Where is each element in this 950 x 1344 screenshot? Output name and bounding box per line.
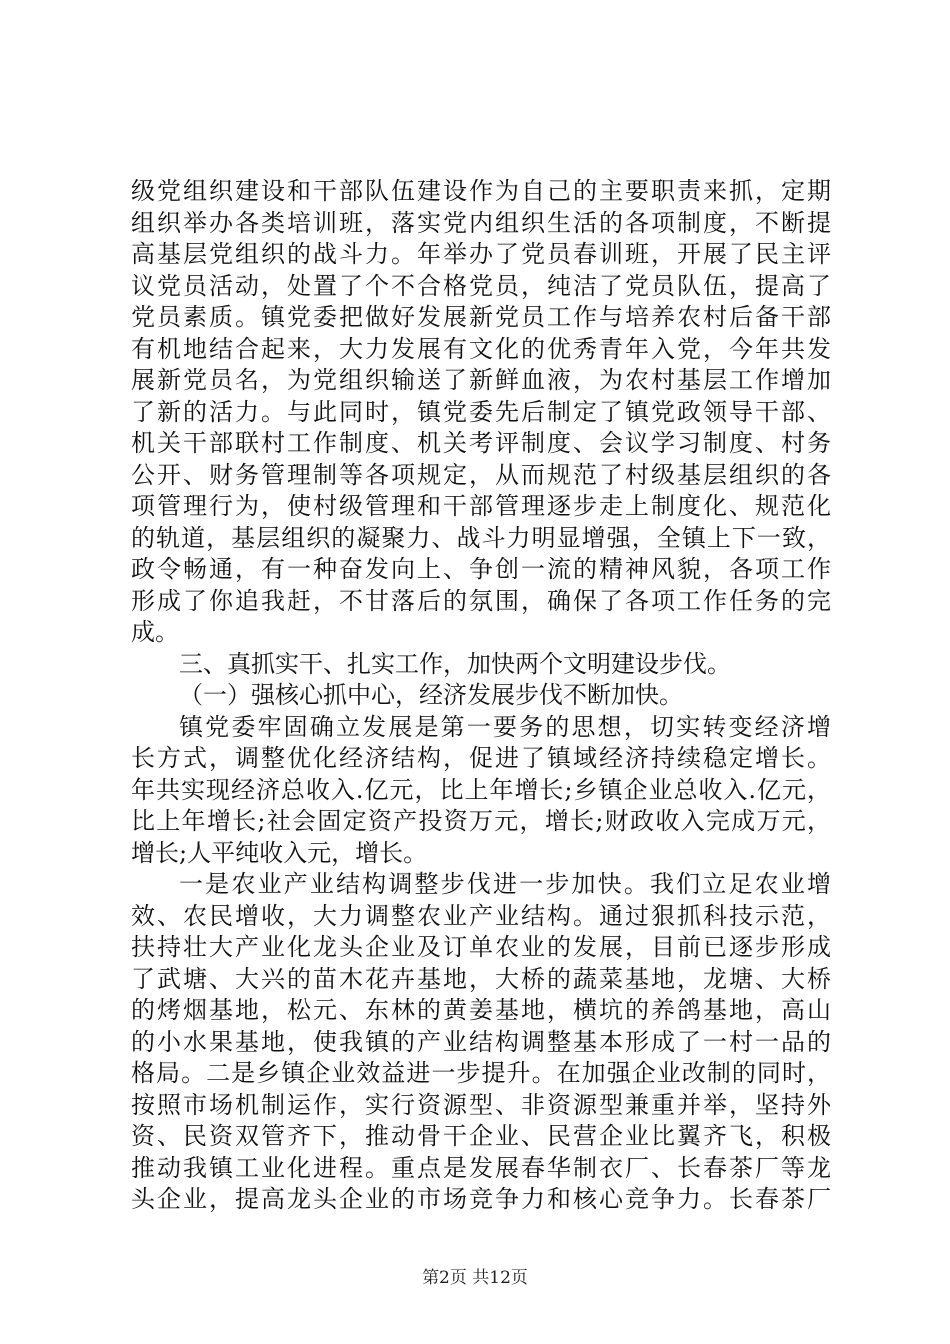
text-line: 推动我镇工业化进程。重点是发展春华制衣厂、长春茶厂等龙 bbox=[131, 1153, 831, 1182]
text-line: 的小水果基地，使我镇的产业结构调整基本形成了一村一品的 bbox=[131, 1027, 831, 1056]
text-line: 有机地结合起来，大力发展有文化的优秀青年入党，今年共发 bbox=[131, 334, 831, 363]
subsection-heading: （一）强核心抓中心，经济发展步伐不断加快。 bbox=[179, 681, 683, 709]
text-line: 了武塘、大兴的苗木花卉基地，大桥的蔬菜基地，龙塘、大桥 bbox=[131, 964, 831, 993]
text-line: 长方式，调整优化经济结构，促进了镇域经济持续稳定增长。 bbox=[131, 744, 831, 772]
text-line: 增长;人平纯收入元，增长。 bbox=[131, 838, 428, 867]
text-line: 比上年增长;社会固定资产投资万元，增长;财政收入完成万元， bbox=[131, 807, 831, 835]
text-line: 的烤烟基地，松元、东林的黄姜基地，横坑的养鸽基地，高山 bbox=[131, 996, 831, 1024]
text-line: 镇党委牢固确立发展是第一要务的思想，切实转变经济增 bbox=[179, 712, 831, 741]
text-line: 头企业，提高龙头企业的市场竞争力和核心竞争力。长春茶厂 bbox=[131, 1185, 831, 1213]
text-line: 一是农业产业结构调整步伐进一步加快。我们立足农业增 bbox=[179, 870, 831, 898]
text-line: 组织举办各类培训班，落实党内组织生活的各项制度，不断提 bbox=[131, 208, 831, 237]
text-line: 效、农民增收，大力调整农业产业结构。通过狠抓科技示范， bbox=[131, 901, 831, 930]
text-line: 形成了你追我赶，不甘落后的氛围，确保了各项工作任务的完 bbox=[131, 586, 831, 615]
text-line: 资、民资双管齐下，推动骨干企业、民营企业比翼齐飞，积极 bbox=[131, 1122, 831, 1150]
text-line: 按照市场机制运作，实行资源型、非资源型兼重并举，坚持外 bbox=[131, 1090, 831, 1119]
body-text bbox=[131, 176, 831, 1216]
text-line: 公开、财务管理制等各项规定，从而规范了村级基层组织的各 bbox=[131, 460, 831, 489]
section-heading: 三、真抓实干、扎实工作，加快两个文明建设步伐。 bbox=[179, 649, 731, 678]
text-line: 年共实现经济总收入.亿元，比上年增长;乡镇企业总收入.亿元， bbox=[131, 775, 831, 804]
text-line: 高基层党组织的战斗力。年举办了党员春训班，开展了民主评 bbox=[131, 240, 831, 268]
page-number-footer: 第2页 共12页 bbox=[422, 1268, 528, 1288]
text-line: 党员素质。镇党委把做好发展新党员工作与培养农村后备干部 bbox=[131, 303, 831, 331]
text-line: 级党组织建设和干部队伍建设作为自己的主要职责来抓，定期 bbox=[131, 177, 831, 205]
text-line: 议党员活动，处置了个不合格党员，纯洁了党员队伍，提高了 bbox=[131, 271, 831, 300]
text-line: 格局。二是乡镇企业效益进一步提升。在加强企业改制的同时， bbox=[131, 1059, 831, 1087]
text-line: 扶持壮大产业化龙头企业及订单农业的发展，目前已逐步形成 bbox=[131, 933, 831, 961]
text-line: 展新党员名，为党组织输送了新鲜血液，为农村基层工作增加 bbox=[131, 366, 831, 394]
text-line: 的轨道，基层组织的凝聚力、战斗力明显增强，全镇上下一致， bbox=[131, 523, 831, 552]
text-line: 了新的活力。与此同时，镇党委先后制定了镇党政领导干部、 bbox=[131, 397, 831, 426]
text-line: 政令畅通，有一种奋发向上、争创一流的精神风貌，各项工作 bbox=[131, 555, 831, 583]
text-line: 成。 bbox=[131, 618, 179, 646]
text-line: 机关干部联村工作制度、机关考评制度、会议学习制度、村务 bbox=[131, 429, 831, 457]
text-line: 项管理行为，使村级管理和干部管理逐步走上制度化、规范化 bbox=[131, 492, 831, 520]
